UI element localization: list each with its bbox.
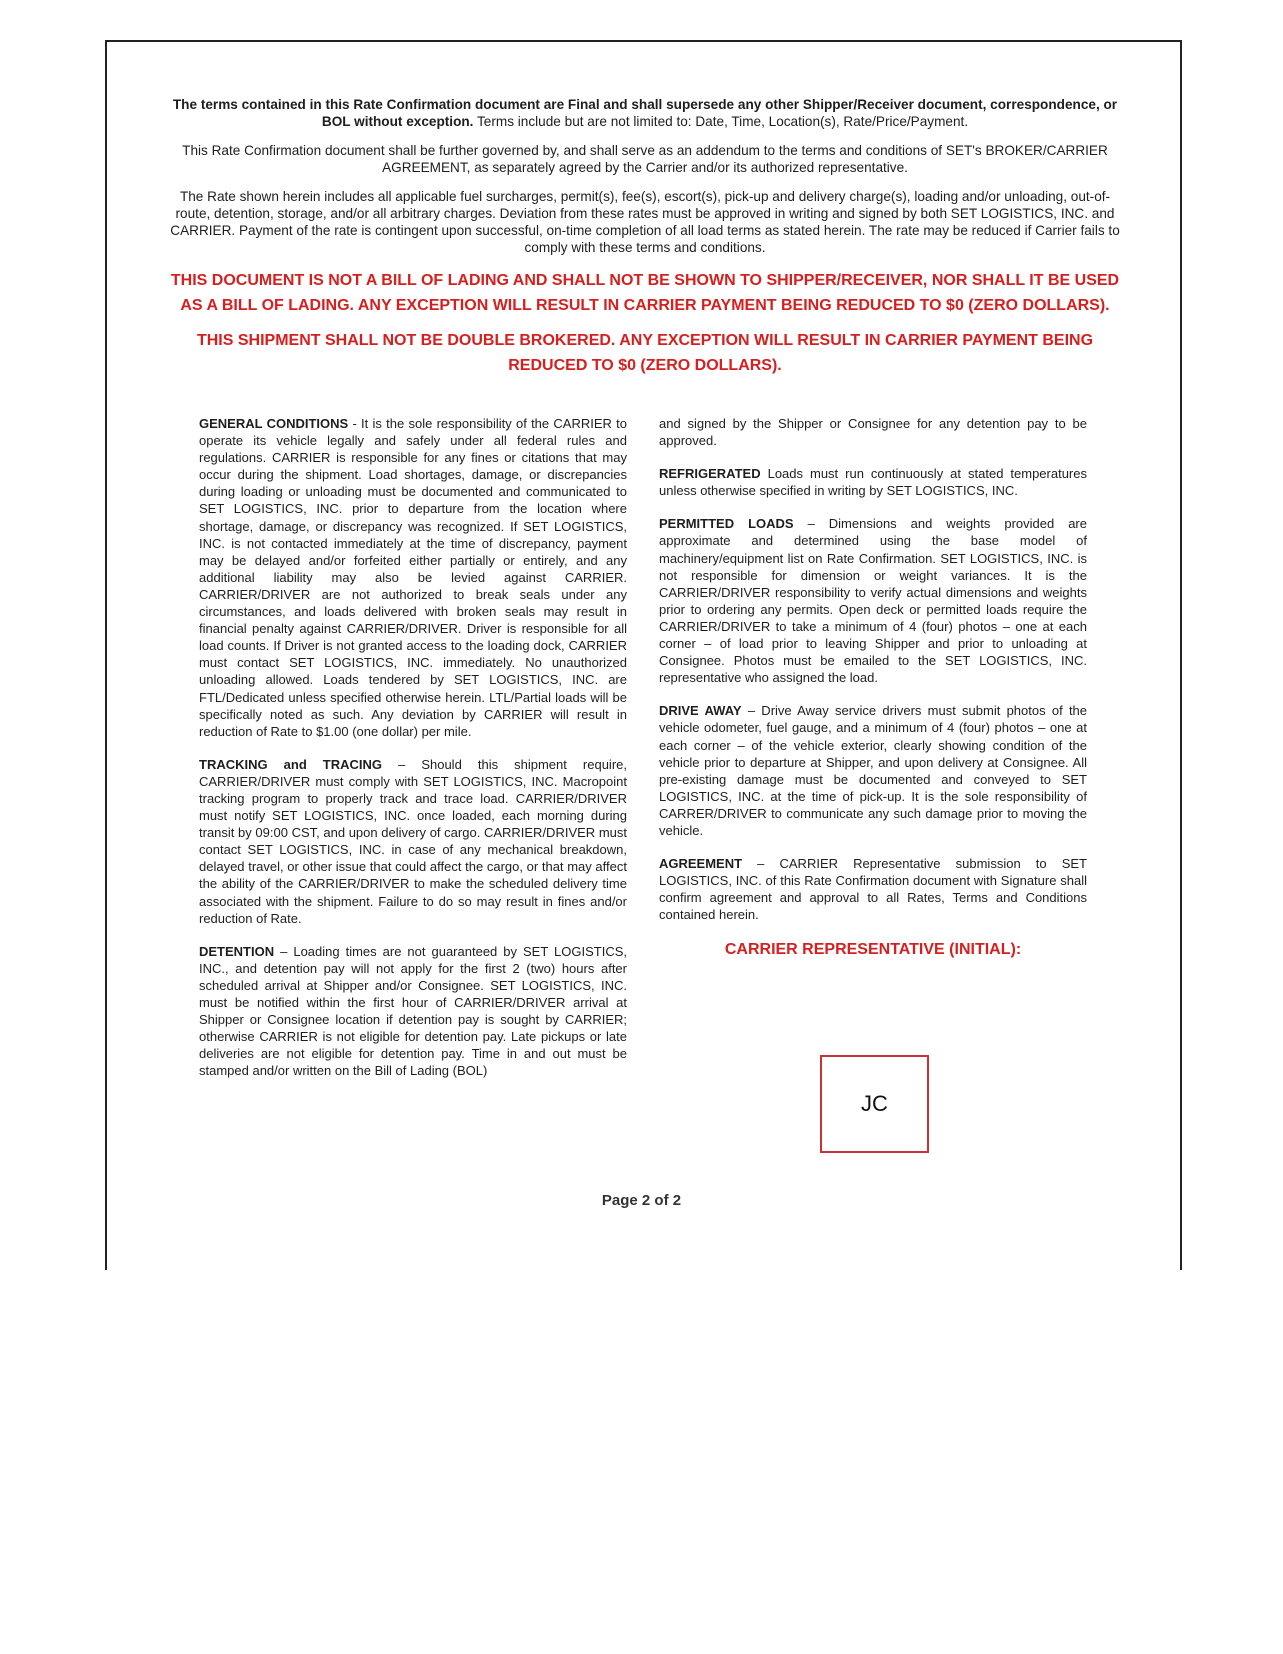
section-tracking xyxy=(199,756,627,927)
section-text: - It is the sole responsibility of the CARRIER to operate its vehicle legally and safely under all federal rules and regulations. CARRIER is responsible for any fines or citations that may occur during the shipment. Load shortages, damage, or discrepancies during loading or unloading must be documented and communicated to SET LOGISTICS, INC. prior to departure from the location where shortage, damage, or discrepancy was recognized. If SET LOGISTICS, INC. is not contacted immediately at the time of discrepancy, payment may be delayed and/or forfeited either partially or entirely, and any additional liability may also be levied against CARRIER. CARRIER/DRIVER are not authorized to break seals under any circumstances, and loads delivered with broken seals may result in financial penalty against CARRIER/DRIVER. Driver is responsible for all load counts. If Driver is not granted access to the loading dock, CARRIER must contact SET LOGISTICS, INC. immediately. No unauthorized unloading allowed. Loads tendered by SET LOGISTICS, INC. are FTL/Dedicated unless specified otherwise herein. LTL/Partial loads will be specifically noted as such. Any deviation by CARRIER will result in reduction of Rate to $1.00 (one dollar) per mile. xyxy=(199,416,627,739)
rate-paragraph: The Rate shown herein includes all applicable fuel surcharges, permit(s), fee(s), escort(s), pick-up and delivery charge(s), loading and/or unloading, out-of-route, detention, storage, and/or all arbitrary charges. Deviation from these rates must be approved in writing and signed by both SET LOGISTICS, INC. and CARRIER. Payment of the rate is contingent upon successful, on-time completion of all load terms as stated herein. The rate may be reduced if Carrier fails to comply with these terms and conditions. xyxy=(170,189,1120,255)
page-number: Page 2 of 2 xyxy=(601,1192,682,1209)
section-title: TRACKING and TRACING xyxy=(199,756,383,772)
section-text: and signed by the Shipper or Consignee for any detention pay to be approved. xyxy=(659,416,1087,449)
section-title: PERMITTED LOADS xyxy=(659,516,794,532)
section-text: – Loading times are not guaranteed by SET LOGISTICS, INC., and detention pay will not apply for the first 2 (two) hours after scheduled arrival at Shipper and/or Consignee. SET LOGISTICS, INC. must be notified within the first hour of CARRIER/DRIVER arrival at Shipper or Consignee location if detention pay is sought by CARRIER; otherwise CARRIER is not eligible for detention pay. Late pickups or late deliveries are not eligible for detention pay. Time in and out must be stamped and/or written on the Bill of Lading (BOL) xyxy=(199,943,627,1079)
carrier-representative-label: CARRIER REPRESENTATIVE (INITIAL): xyxy=(724,941,1022,959)
intro-paragraph xyxy=(165,96,1125,130)
section-title: AGREEMENT xyxy=(659,856,743,872)
carrier-initial-field[interactable] xyxy=(820,1055,929,1153)
section-text: Loads must run continuously at stated temperatures unless otherwise specified in writing by SET LOGISTICS, INC. xyxy=(659,466,1087,499)
terms-right-column xyxy=(659,415,1087,959)
section-drive-away xyxy=(659,702,1087,839)
section-text: – CARRIER Representative submission to SET LOGISTICS, INC. of this Rate Confirmation document with Signature shall confirm agreement and approval to all Rates, Terms and Conditions contained herein. xyxy=(659,856,1087,923)
section-detention xyxy=(199,943,627,1080)
section-title: DRIVE AWAY xyxy=(659,703,742,719)
section-title: GENERAL CONDITIONS xyxy=(199,416,349,431)
section-text: – Dimensions and weights provided are approximate and determined using the base model of machinery/equipment list on Rate Confirmation. SET LOGISTICS, INC. is not responsible for dimension or weight variances. It is the CARRIER/DRIVER responsibility to verify actual dimensions and weights prior to ordering any permits. Open deck or permitted loads require the CARRIER/DRIVER to take a minimum of 4 (four) photos – one at each corner – of load prior to leaving Shipper and prior to unloading at Consignee. Photos must be emailed to the SET LOGISTICS, INC. representative who assigned the load. xyxy=(659,516,1087,686)
section-refrigerated xyxy=(659,465,1087,499)
document-header xyxy=(165,96,1125,388)
section-general-conditions xyxy=(199,415,627,740)
section-title: REFRIGERATED xyxy=(659,466,761,482)
section-agreement xyxy=(659,855,1087,923)
section-text: – Should this shipment require, CARRIER/DRIVER must comply with SET LOGISTICS, INC. Macropoint tracking program to properly track and trace load. CARRIER/DRIVER must notify SET LOGISTICS, INC. once loaded, each morning during transit by 09:00 CST, and upon delivery of cargo. CARRIER/DRIVER must contact SET LOGISTICS, INC. in case of any mechanical breakdown, delayed travel, or other issue that could affect the cargo, or that may affect the ability of the CARRIER/DRIVER to make the scheduled delivery time associated with the shipment. Failure to do so may result in fines and/or reduction of Rate. xyxy=(199,756,627,926)
double-brokered-warning: THIS SHIPMENT SHALL NOT BE DOUBLE BROKERED. ANY EXCEPTION WILL RESULT IN CARRIER PAYMENT BEING REDUCED TO $0 (ZERO DOLLARS). xyxy=(196,332,1094,374)
section-permitted-loads xyxy=(659,515,1087,686)
bill-of-lading-warning: THIS DOCUMENT IS NOT A BILL OF LADING AND SHALL NOT BE SHOWN TO SHIPPER/RECEIVER, NOR SHALL IT BE USED AS A BILL OF LADING. ANY EXCEPTION WILL RESULT IN CARRIER PAYMENT BEING REDUCED TO $0 (ZERO DOLLARS). xyxy=(170,272,1120,314)
section-title: DETENTION xyxy=(199,943,275,959)
section-detention-continued xyxy=(659,415,1087,449)
intro-bold-text: The terms contained in this Rate Confirmation document are Final and shall supersede any other Shipper/Receiver document, correspondence, or BOL without exception. xyxy=(172,97,1118,129)
carrier-initial-value: JC xyxy=(861,1091,888,1116)
terms-left-column xyxy=(199,415,627,1095)
intro-rest-text: Terms include but are not limited to: Date, Time, Location(s), Rate/Price/Payment. xyxy=(473,114,969,129)
governed-paragraph: This Rate Confirmation document shall be further governed by, and shall serve as an addendum to the terms and conditions of SET's BROKER/CARRIER AGREEMENT, as separately agreed by the Carrier and/or its authorized representative. xyxy=(182,143,1108,175)
section-text: – Drive Away service drivers must submit photos of the vehicle odometer, fuel gauge, and a minimum of 4 (four) photos – one at each corner – of the vehicle exterior, clearly showing condition of the vehicle prior to departure at Shipper, and upon delivery at Consignee. All pre-existing damage must be documented and conveyed to SET LOGISTICS, INC. at the time of pick-up. It is the sole responsibility of CARRER/DRIVER to communicate any such damage prior to moving the vehicle. xyxy=(659,703,1088,838)
